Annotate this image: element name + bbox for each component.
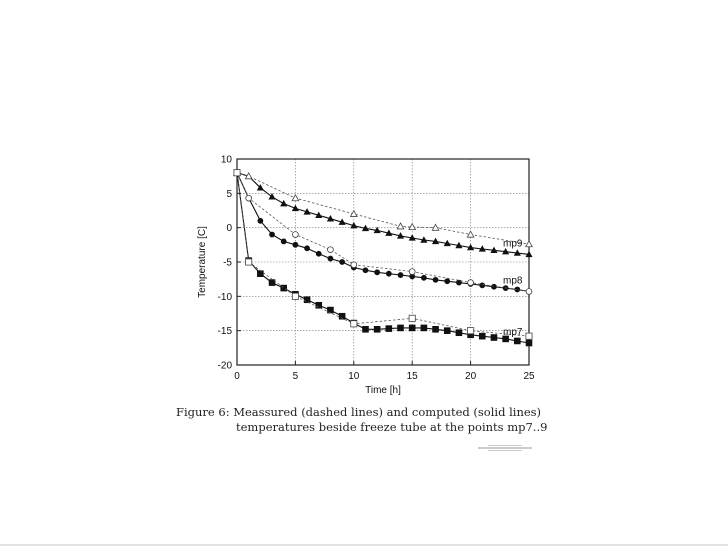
series-line [237,173,529,343]
series-mp7 [234,170,532,346]
series-measured-5 [234,170,532,340]
data-point [351,262,357,268]
y-axis-label: Temperature [C] [197,226,208,298]
x-tick-label: 20 [465,371,477,382]
data-point [491,335,497,341]
data-point [398,325,404,331]
data-point [292,195,299,201]
series-label: mp8 [503,275,523,287]
y-tick-label: -15 [217,326,232,338]
y-tick-label: -5 [223,257,232,269]
data-point [480,283,485,288]
y-tick-label: 5 [226,188,232,200]
data-point [491,284,496,289]
data-point [316,251,321,256]
data-point [398,273,403,278]
data-point [305,246,310,251]
x-axis-label: Time [h] [365,385,401,396]
figure-caption [176,405,576,435]
caption-line-1: Figure 6: Meassured (dashed lines) and computed (solid lines) [176,405,542,419]
data-point [526,333,532,339]
y-tick-label: -20 [217,360,232,372]
data-point [386,326,392,332]
y-tick-label: 10 [220,154,232,166]
watermark-stamp [478,444,532,452]
data-point [257,271,263,277]
data-point [467,231,474,237]
x-tick-label: 25 [523,371,535,382]
data-point [409,269,415,275]
data-point [433,277,438,282]
data-point [421,275,426,280]
data-point [374,326,380,332]
data-point [386,271,391,276]
data-point [304,297,310,303]
x-tick-label: 15 [406,371,418,382]
data-point [328,247,334,253]
data-point [432,224,439,230]
data-point [363,268,368,273]
series-line [237,173,529,337]
data-point [468,328,474,334]
x-tick-label: 5 [292,371,299,382]
x-tick-label: 0 [234,371,240,382]
data-point [293,242,298,247]
data-point [444,328,450,334]
series-label: mp7 [503,327,523,339]
data-point [281,239,286,244]
data-point [409,315,415,321]
data-point [421,325,427,331]
series-line [237,173,529,244]
series-line [237,173,529,255]
data-point [293,232,299,238]
data-point [316,302,322,308]
data-point [375,270,380,275]
data-point [514,338,520,344]
data-point [456,330,462,336]
series-layer [234,169,533,345]
data-point [363,326,369,332]
x-tick-label: 10 [348,371,360,382]
data-point [479,333,485,339]
series-label: mp9 [503,238,523,250]
data-point [397,223,404,229]
series-mp9 [234,170,532,257]
data-point [445,279,450,284]
x-tick-labels [234,361,535,382]
data-point [234,170,240,176]
data-point [328,256,333,261]
data-point [246,259,252,265]
series-measured-1 [234,169,533,246]
y-tick-label: -10 [217,291,232,303]
y-tick-label: 0 [226,223,232,235]
data-point [351,321,357,327]
data-point [258,218,263,223]
data-point [409,325,415,331]
data-point [270,232,275,237]
data-point [526,289,532,295]
caption-line-2: temperatures beside freeze tube at the points mp7..9 [236,420,548,434]
data-point [468,280,474,286]
data-point [340,260,345,265]
data-point [433,326,439,332]
data-point [526,340,532,346]
data-point [246,195,252,201]
data-point [281,201,287,206]
data-point [292,293,298,299]
data-point [526,241,533,247]
